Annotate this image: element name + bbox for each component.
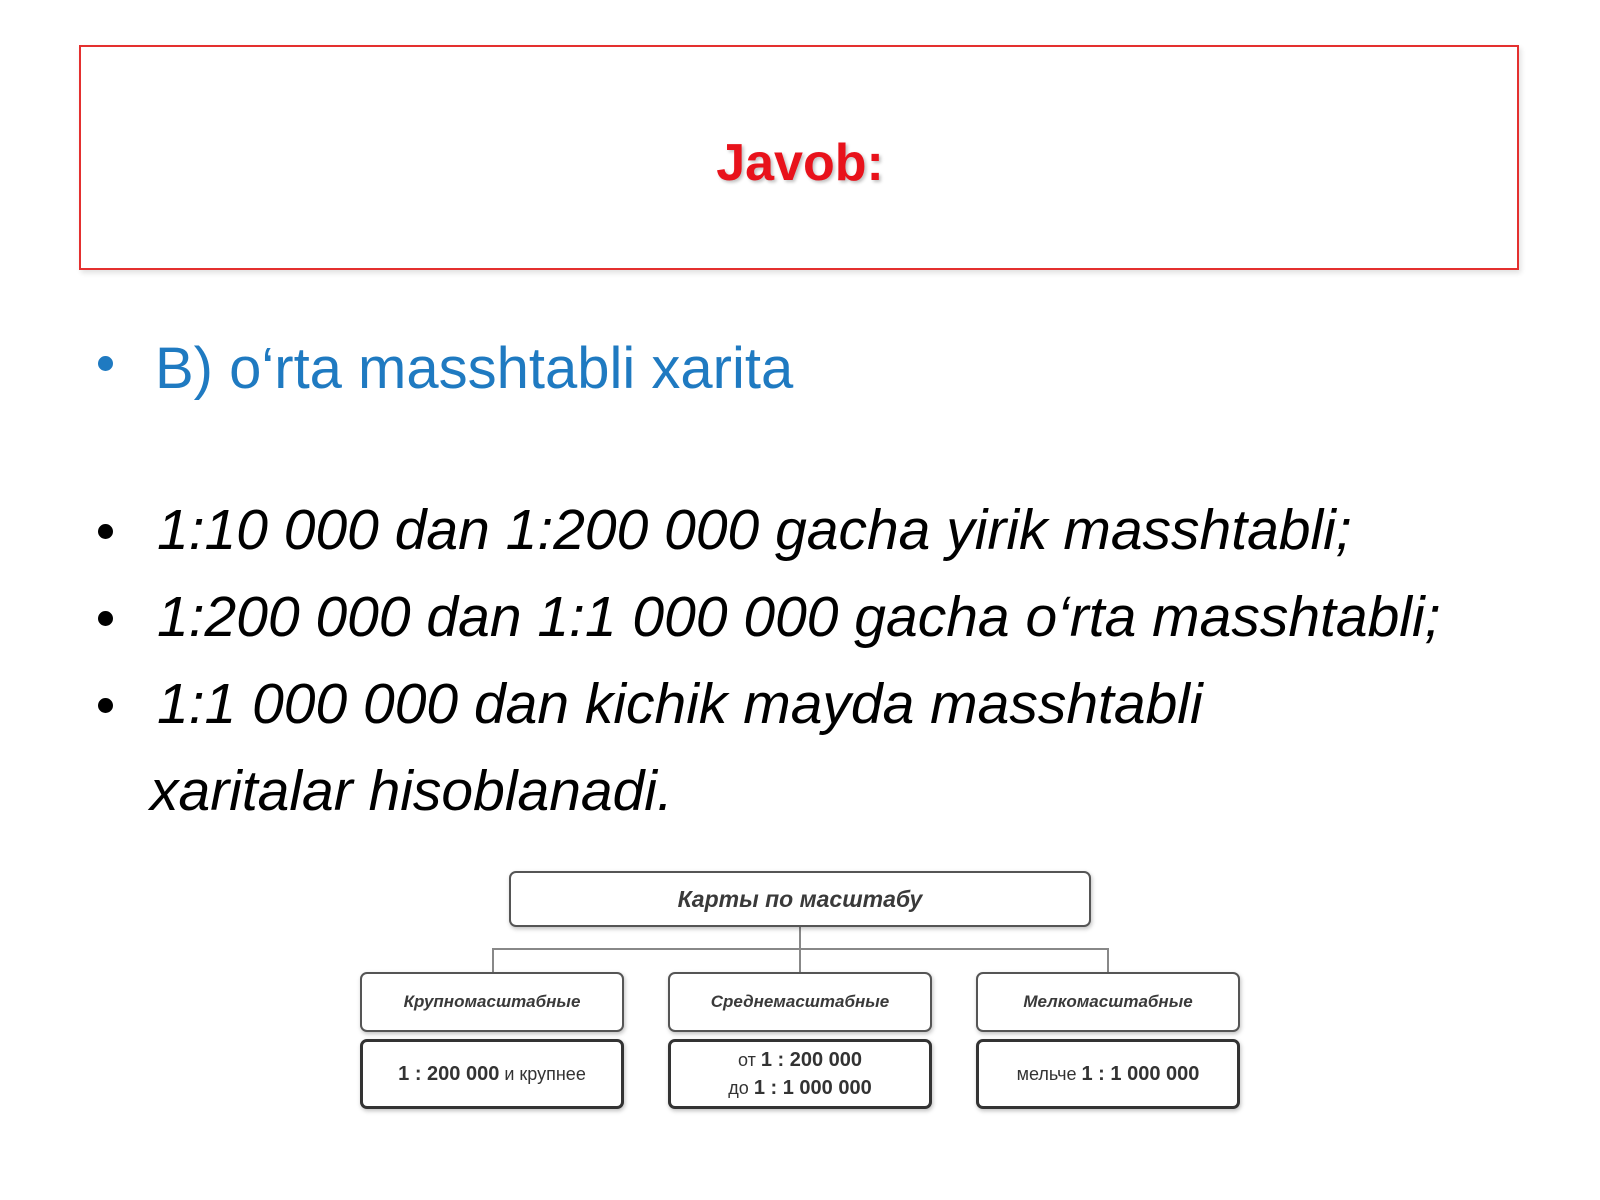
answer-text: B) o‘rta masshtabli xarita	[155, 336, 794, 401]
scale-large-value: 1 : 200 000	[398, 1062, 500, 1085]
scale-medium-from-prefix: от	[737, 1050, 756, 1070]
slide-title: Javob:	[716, 134, 884, 192]
scale-small-node	[976, 1039, 1240, 1109]
category-medium-label: Среднемасштабные	[710, 992, 890, 1011]
definition-small-continued: xaritalar hisoblanadi.	[150, 759, 673, 823]
definition-large: 1:10 000 dan 1:200 000 gacha yirik masshtabli;	[157, 498, 1352, 562]
connector-line	[799, 927, 801, 949]
scale-medium-to: 1 : 1 000 000	[753, 1077, 872, 1099]
diagram-root-label: Карты по масштабу	[677, 885, 923, 912]
definition-small: 1:1 000 000 dan kichik mayda masshtabli	[157, 672, 1203, 736]
scale-medium-node	[668, 1039, 932, 1109]
scale-large-suffix: и крупнее	[504, 1063, 586, 1084]
connector-line	[799, 948, 801, 972]
definition-medium: 1:200 000 dan 1:1 000 000 gacha o‘rta masshtabli;	[157, 585, 1441, 649]
scale-small-prefix: мельче	[1016, 1063, 1077, 1084]
connector-line	[492, 948, 494, 972]
scale-small-value: 1 : 1 000 000	[1081, 1062, 1200, 1085]
category-large-label: Крупномасштабные	[403, 992, 581, 1011]
category-large-node	[360, 972, 624, 1032]
connector-line	[1107, 948, 1109, 972]
scale-medium-from: 1 : 200 000	[760, 1049, 863, 1071]
category-medium-node	[668, 972, 932, 1032]
scale-large-node	[360, 1039, 624, 1109]
category-small-node	[976, 972, 1240, 1032]
category-small-label: Мелкомасштабные	[1023, 992, 1193, 1011]
diagram-root-node	[509, 871, 1091, 927]
scale-medium-to-prefix: до	[728, 1078, 749, 1098]
